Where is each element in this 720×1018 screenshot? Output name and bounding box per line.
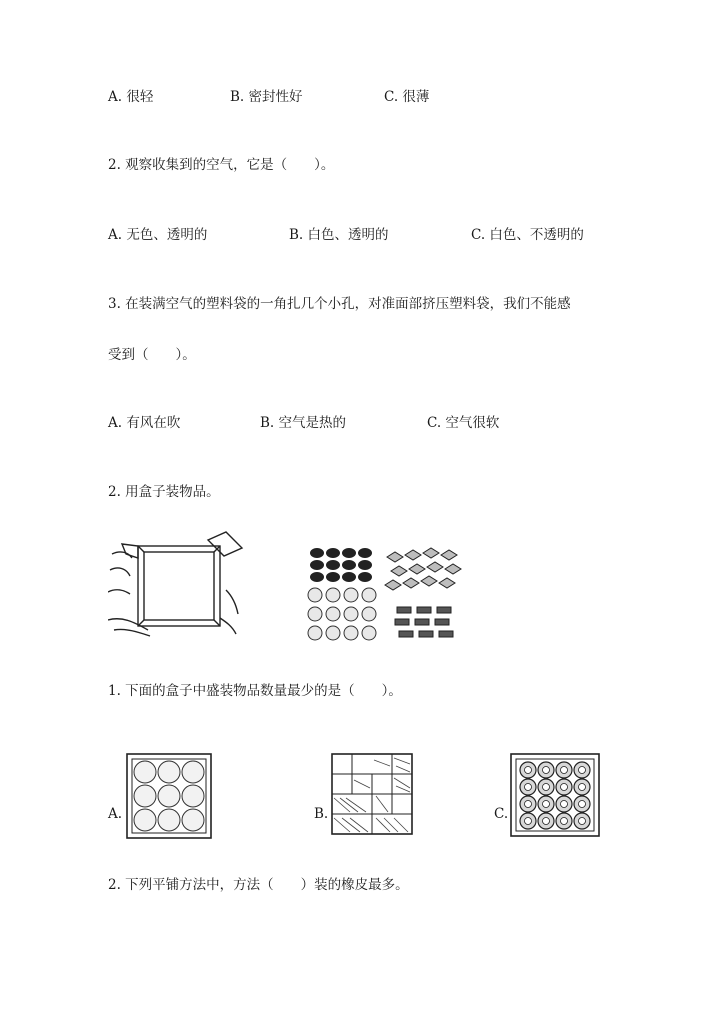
option-b: B. 空气是热的	[260, 415, 347, 431]
box-a-balls-illustration	[125, 752, 213, 840]
option-b-label: B.	[314, 806, 329, 822]
question-stem-line2: 受到（ ）。	[108, 347, 196, 363]
option-c: C. 白色、不透明的	[471, 227, 584, 243]
question-stem: 2. 观察收集到的空气，它是（ ）。	[108, 157, 335, 173]
open-box-illustration	[108, 530, 244, 638]
option-a-label: A.	[108, 806, 123, 822]
question-stem: 2. 下列平铺方法中，方法（ ）装的橡皮最多。	[108, 877, 409, 893]
option-c: C. 很薄	[384, 89, 430, 105]
section-title: 2. 用盒子装物品。	[108, 484, 220, 500]
option-a: A. 有风在吹	[108, 415, 181, 431]
option-b: B. 密封性好	[230, 89, 303, 105]
objects-illustration	[305, 547, 470, 643]
question-stem-line1: 3. 在装满空气的塑料袋的一角扎几个小孔，对准面部挤压塑料袋，我们不能感	[108, 296, 571, 312]
option-a: A. 无色、透明的	[108, 227, 208, 243]
box-c-rings-illustration	[509, 752, 601, 838]
option-a: A. 很轻	[108, 89, 154, 105]
option-b: B. 白色、透明的	[289, 227, 389, 243]
option-c: C. 空气很软	[427, 415, 500, 431]
box-b-blocks-illustration	[330, 752, 414, 836]
question-stem: 1. 下面的盒子中盛装物品数量最少的是（ ）。	[108, 683, 402, 699]
option-c-label: C.	[494, 806, 509, 822]
